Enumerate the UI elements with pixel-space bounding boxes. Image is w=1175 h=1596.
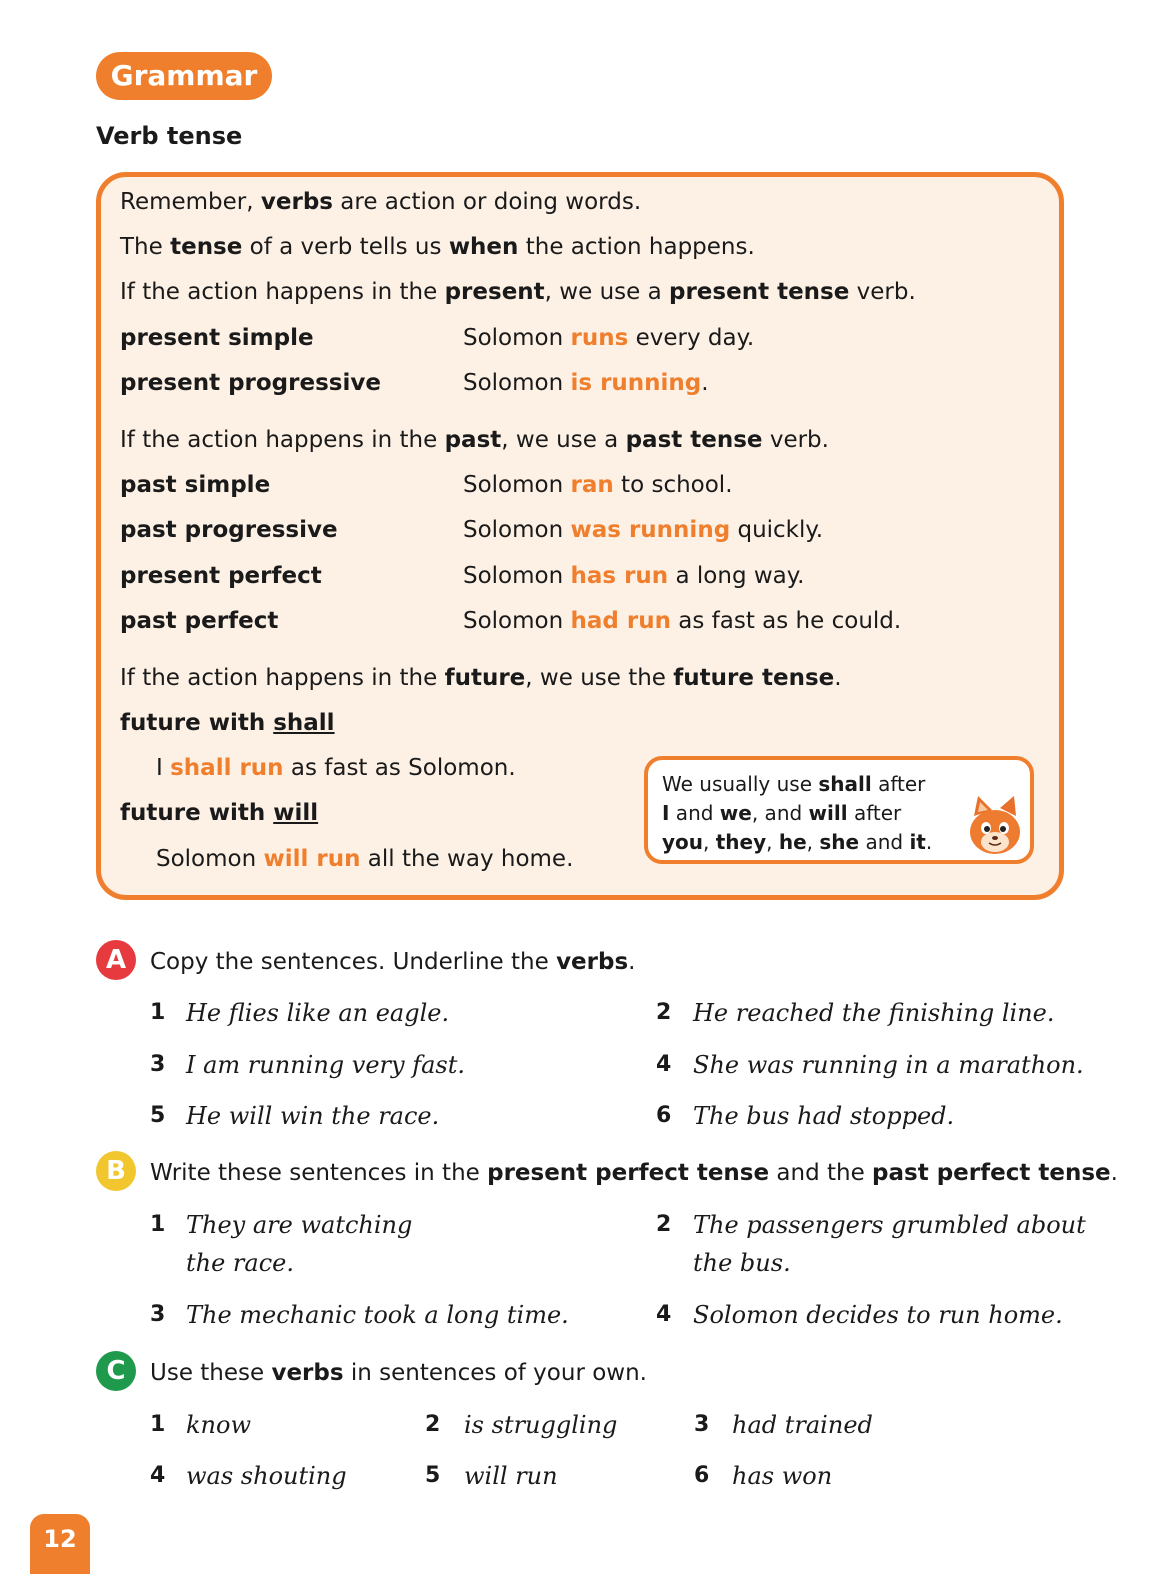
item-number: 3	[150, 1052, 166, 1077]
item-number: 6	[656, 1103, 672, 1128]
present-simple-example: Solomon runs every day.	[463, 325, 755, 351]
item-number: 2	[656, 1212, 672, 1237]
past-progressive-example: Solomon was running quickly.	[463, 517, 824, 543]
past-simple-example: Solomon ran to school.	[463, 472, 733, 498]
present-perfect-example: Solomon has run a long way.	[463, 563, 805, 589]
past-intro: If the action happens in the past, we use a past tense verb.	[120, 427, 829, 453]
rule-line-1: Remember, verbs are action or doing words.	[120, 189, 642, 215]
item-number: 5	[150, 1103, 166, 1128]
sentence-item: The passengers grumbled about the bus.	[693, 1211, 1086, 1277]
future-will-example: Solomon will run all the way home.	[156, 846, 574, 872]
sentence-item: She was running in a marathon.	[693, 1051, 1084, 1079]
future-shall-label: future with shall	[120, 710, 335, 736]
sentence-item: He will win the race.	[186, 1102, 440, 1130]
sentence-item: I am running very fast.	[186, 1051, 465, 1079]
sentence-item: The mechanic took a long time.	[186, 1301, 569, 1329]
page-subtitle: Verb tense	[96, 122, 243, 150]
verb-item: will run	[464, 1462, 558, 1490]
verb-item: was shouting	[186, 1462, 347, 1490]
sentence-item: They are watching the race.	[186, 1211, 413, 1277]
item-number: 4	[656, 1302, 672, 1327]
item-number: 3	[694, 1412, 710, 1437]
present-simple-label: present simple	[120, 325, 314, 351]
sentence-item: He reached the finishing line.	[693, 999, 1055, 1027]
past-perfect-label: past perfect	[120, 608, 279, 634]
item-number: 5	[425, 1463, 441, 1488]
item-number: 4	[656, 1052, 672, 1077]
verb-item: had trained	[732, 1411, 873, 1439]
page-number: 12	[30, 1514, 90, 1574]
verb-item: is struggling	[464, 1411, 618, 1439]
sentence-item: The bus had stopped.	[693, 1102, 955, 1130]
present-intro: If the action happens in the present, we use a present tense verb.	[120, 279, 916, 305]
present-progressive-example: Solomon is running.	[463, 370, 709, 396]
activity-b-badge: B	[96, 1151, 136, 1191]
future-will-label: future with will	[120, 800, 319, 826]
item-number: 3	[150, 1302, 166, 1327]
activity-a-instruction: Copy the sentences. Underline the verbs.	[150, 949, 636, 975]
sentence-item: He flies like an eagle.	[186, 999, 450, 1027]
rule-line-2: The tense of a verb tells us when the action happens.	[120, 234, 755, 260]
verb-item: has won	[732, 1462, 833, 1490]
item-number: 6	[694, 1463, 710, 1488]
item-number: 2	[656, 1000, 672, 1025]
tip-line-2: I and we, and will after	[662, 801, 902, 825]
activity-c-instruction: Use these verbs in sentences of your own.	[150, 1360, 647, 1386]
present-progressive-label: present progressive	[120, 370, 381, 396]
past-progressive-label: past progressive	[120, 517, 338, 543]
present-perfect-label: present perfect	[120, 563, 322, 589]
past-simple-label: past simple	[120, 472, 271, 498]
activity-b-instruction: Write these sentences in the present perfect tense and the past perfect tense.	[150, 1160, 1118, 1186]
tip-line-1: We usually use shall after	[662, 772, 926, 796]
item-number: 2	[425, 1412, 441, 1437]
past-perfect-example: Solomon had run as fast as he could.	[463, 608, 902, 634]
verb-item: know	[186, 1411, 251, 1439]
item-number: 1	[150, 1412, 166, 1437]
activity-a-badge: A	[96, 940, 136, 980]
sentence-item: Solomon decides to run home.	[693, 1301, 1063, 1329]
section-tag: Grammar	[96, 52, 272, 100]
tip-line-3: you, they, he, she and it.	[662, 830, 933, 854]
item-number: 1	[150, 1000, 166, 1025]
item-number: 1	[150, 1212, 166, 1237]
future-intro: If the action happens in the future, we use the future tense.	[120, 665, 842, 691]
activity-c-badge: C	[96, 1351, 136, 1391]
item-number: 4	[150, 1463, 166, 1488]
cat-mascot-icon	[962, 794, 1028, 860]
future-shall-example: I shall run as fast as Solomon.	[156, 755, 516, 781]
